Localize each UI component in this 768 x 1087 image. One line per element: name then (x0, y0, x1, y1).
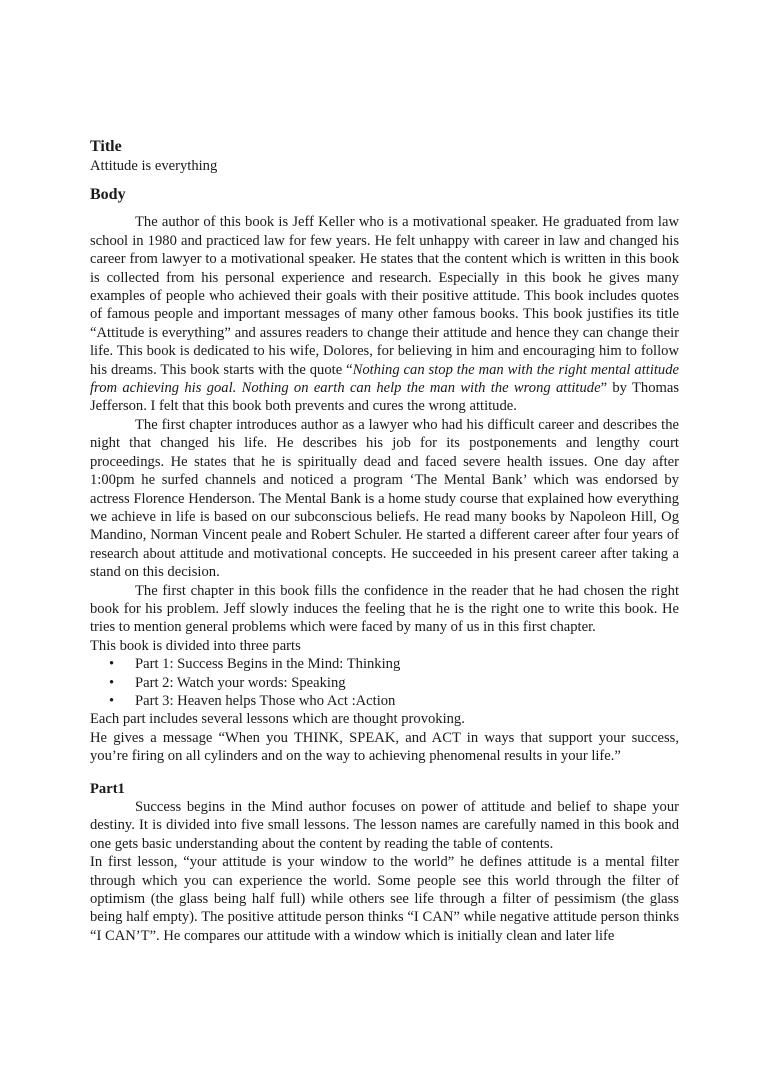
chapter-one-paragraph: The first chapter introduces author as a lawyer who had his difficult career and describes the night that changed his life. He describes his job for its postponements and lengthy court proceedings. He states that he is spiritually dead and faced severe health issues. One day after 1:00pm he surfed channels and noticed a program ‘The Mental Bank’ which was endorsed by actress Florence Henderson. The Mental Bank is a home study course that explained how everything we achieve in life is based on our subconscious beliefs. He read many books by Napoleon Hill, Og Mandino, Norman Vincent peale and Robert Schuler. He started a different career after four years of research about attitude and motivational concepts. He succeeded in his present career after taking a stand on this decision. (90, 416, 679, 581)
book-title: Attitude is everything (90, 158, 218, 174)
jefferson-quote: Nothing can stop the man with the right mental attitude from achieving his goal. Nothing on earth can help the man with the wrong attitude (90, 361, 679, 397)
list-item: • Part 2: Watch your words: Speaking (135, 674, 679, 692)
first-lesson-paragraph: In first lesson, “your attitude is your window to the world” he defines attitude is a mental filter through which you can experience the world. Some people see this world through the filter of optimism (the glass being half full) while others see life through a filter of pessimism (the glass being half empty). The positive attitude person thinks “I CAN” while negative attitude person thinks “I CAN’T”. He compares our attitude with a window which is initially clean and later life (90, 854, 679, 944)
message-paragraph: He gives a message “When you THINK, SPEAK, and ACT in ways that support your success, you’re firing on all cylinders and on the way to achieving phenomenal results in your life.” (90, 729, 679, 765)
intro-text-end: ” by Thomas Jefferson. I felt that this book both prevents and cures the wrong attitude. (90, 380, 679, 415)
document-page (90, 137, 679, 945)
chapter-one-summary-paragraph: The first chapter in this book fills the confidence in the reader that he had chosen the right book for his problem. Jeff slowly induces the feeling that he is the right one to write this book. He tries to mention general problems which were faced by many of us in this first chapter. (90, 582, 679, 636)
title-heading: Title (90, 138, 122, 155)
intro-paragraph (90, 213, 679, 415)
intro-text: The author of this book is Jeff Keller who is a motivational speaker. He graduated from law school in 1980 and practiced law for few years. He felt unhappy with career in law and changed his career from lawyer to a motivational speaker. He states that the content which is written in this book is collected from his personal experience and research. Especially in this book he gives many examples of people who achieved their goals with their positive attitude. This book includes quotes of famous people and important messages of many other famous books. This book justifies its title “Attitude is everything” and assures readers to change their attitude and hence they can change their life. This book is dedicated to his wife, Dolores, for believing in him and encouraging him to follow his dreams. This book starts with the quote “ (90, 214, 679, 378)
parts-intro: This book is divided into three parts (90, 637, 301, 654)
body-heading: Body (90, 186, 126, 204)
list-item: • Part 1: Success Begins in the Mind: Thinking (135, 655, 679, 673)
part1-heading: Part1 (90, 780, 125, 797)
parts-list (90, 655, 679, 710)
lessons-line: Each part includes several lessons which are thought provoking. (90, 711, 465, 728)
list-item: • Part 3: Heaven helps Those who Act :Action (135, 692, 679, 710)
part1-paragraph: Success begins in the Mind author focuses on power of attitude and belief to shape your destiny. It is divided into five small lessons. The lesson names are carefully named in this book and one gets basic understanding about the content by reading the table of contents. (90, 799, 679, 852)
